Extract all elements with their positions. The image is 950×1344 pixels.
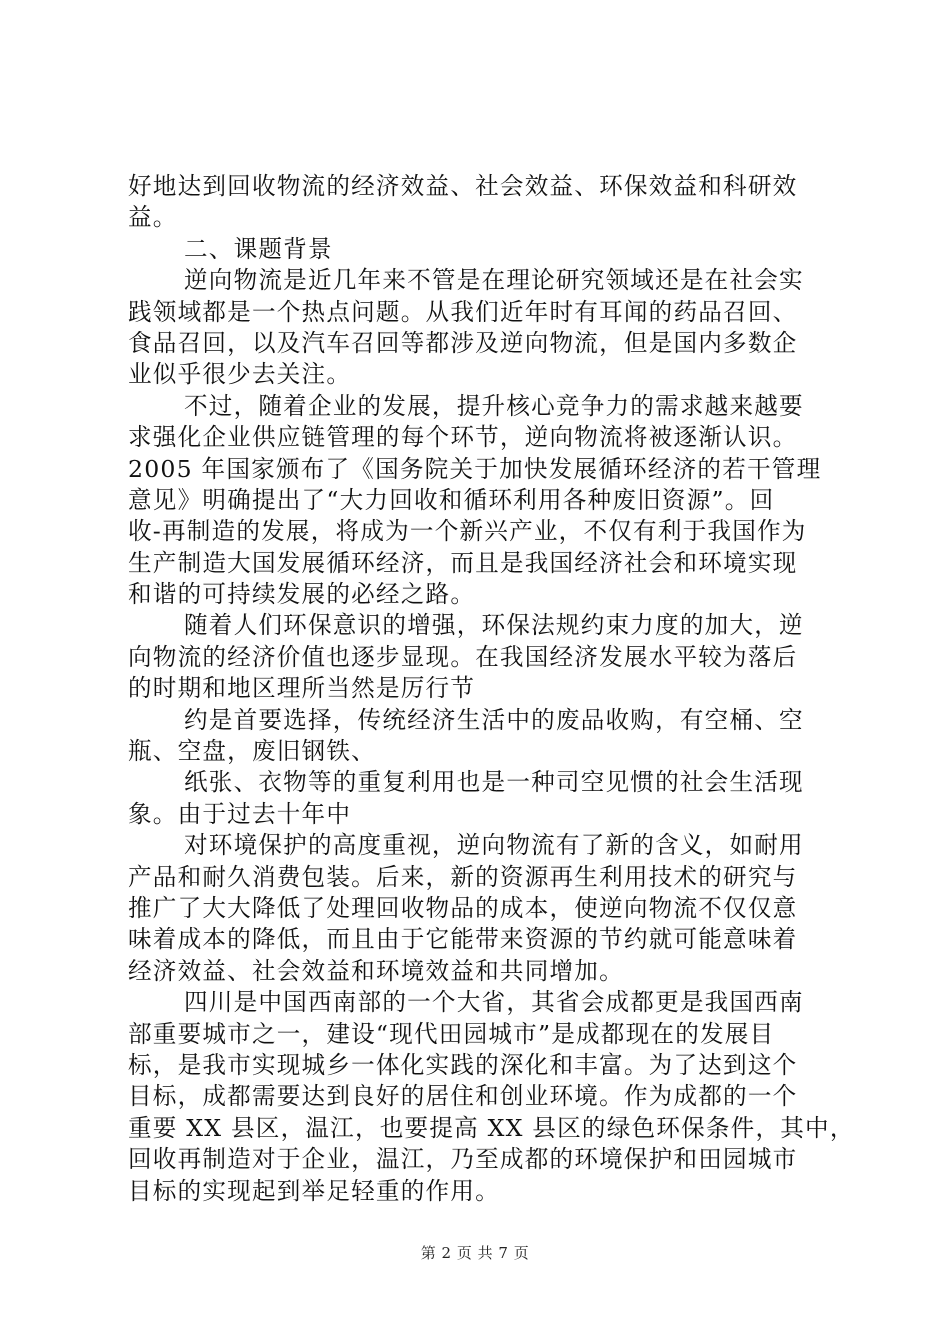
text-line: 象。由于过去十年中	[128, 799, 352, 828]
text-line: 向物流的经济价值也逐步显现。在我国经济发展水平较为落后	[128, 642, 798, 671]
text-line: 瓶、空盘，废旧钢铁、	[128, 737, 376, 766]
text-line: 随着人们环保意识的增强，环保法规约束力度的加大，逆	[184, 611, 804, 640]
text-line: 四川是中国西南部的一个大省，其省会成都更是我国西南	[184, 988, 804, 1017]
text-line: 求强化企业供应链管理的每个环节，逆向物流将被逐渐认识。	[128, 423, 798, 452]
text-line: 好地达到回收物流的经济效益、社会效益、环保效益和科研效	[128, 172, 798, 200]
text-line: 收-再制造的发展，将成为一个新兴产业，不仅有利于我国作为	[128, 517, 807, 546]
document-body	[128, 171, 855, 1207]
text-line: 不过，随着企业的发展，提升核心竞争力的需求越来越要	[184, 391, 804, 420]
page-number-footer: 第 2 页 共 7 页	[420, 1244, 530, 1262]
text-line: 经济效益、社会效益和环境效益和共同增加。	[128, 956, 624, 985]
text-line: 业似乎很少去关注。	[128, 360, 352, 389]
text-line: 2005 年国家颁布了《国务院关于加快发展循环经济的若干管理	[128, 454, 822, 483]
text-line: 益。	[128, 203, 178, 232]
text-line: 回收再制造对于企业，温江，乃至成都的环境保护和田园城市	[128, 1145, 798, 1174]
text-line: 意见》明确提出了“大力回收和循环利用各种废旧资源”。回	[128, 485, 775, 514]
text-line: 标，是我市实现城乡一体化实践的深化和丰富。为了达到这个	[128, 1050, 798, 1079]
text-line: 逆向物流是近几年来不管是在理论研究领域还是在社会实	[184, 266, 804, 295]
text-line: 推广了大大降低了处理回收物品的成本，使逆向物流不仅仅意	[128, 893, 798, 922]
text-line: 目标的实现起到举足轻重的作用。	[128, 1176, 500, 1205]
text-line: 食品召回，以及汽车召回等都涉及逆向物流，但是国内多数企	[128, 328, 798, 357]
text-line: 部重要城市之一，建设“现代田园城市”是成都现在的发展目	[128, 1019, 775, 1048]
text-line: 对环境保护的高度重视，逆向物流有了新的含义，如耐用	[184, 831, 804, 860]
text-line: 味着成本的降低，而且由于它能带来资源的节约就可能意味着	[128, 925, 798, 954]
text-line: 纸张、衣物等的重复利用也是一种司空见惯的社会生活现	[184, 768, 804, 797]
text-line: 产品和耐久消费包装。后来，新的资源再生利用技术的研究与	[128, 862, 798, 891]
text-line: 二、课题背景	[184, 234, 333, 263]
text-line: 生产制造大国发展循环经济，而且是我国经济社会和环境实现	[128, 548, 798, 577]
text-line: 和谐的可持续发展的必经之路。	[128, 580, 476, 609]
text-line: 重要 XX 县区，温江，也要提高 XX 县区的绿色环保条件，其中，	[128, 1113, 855, 1142]
text-line: 践领域都是一个热点问题。从我们近年时有耳闻的药品召回、	[128, 297, 798, 326]
text-line: 的时期和地区理所当然是厉行节	[128, 674, 476, 703]
text-line: 目标，成都需要达到良好的居住和创业环境。作为成都的一个	[128, 1082, 798, 1111]
text-line: 约是首要选择，传统经济生活中的废品收购，有空桶、空	[184, 705, 804, 734]
